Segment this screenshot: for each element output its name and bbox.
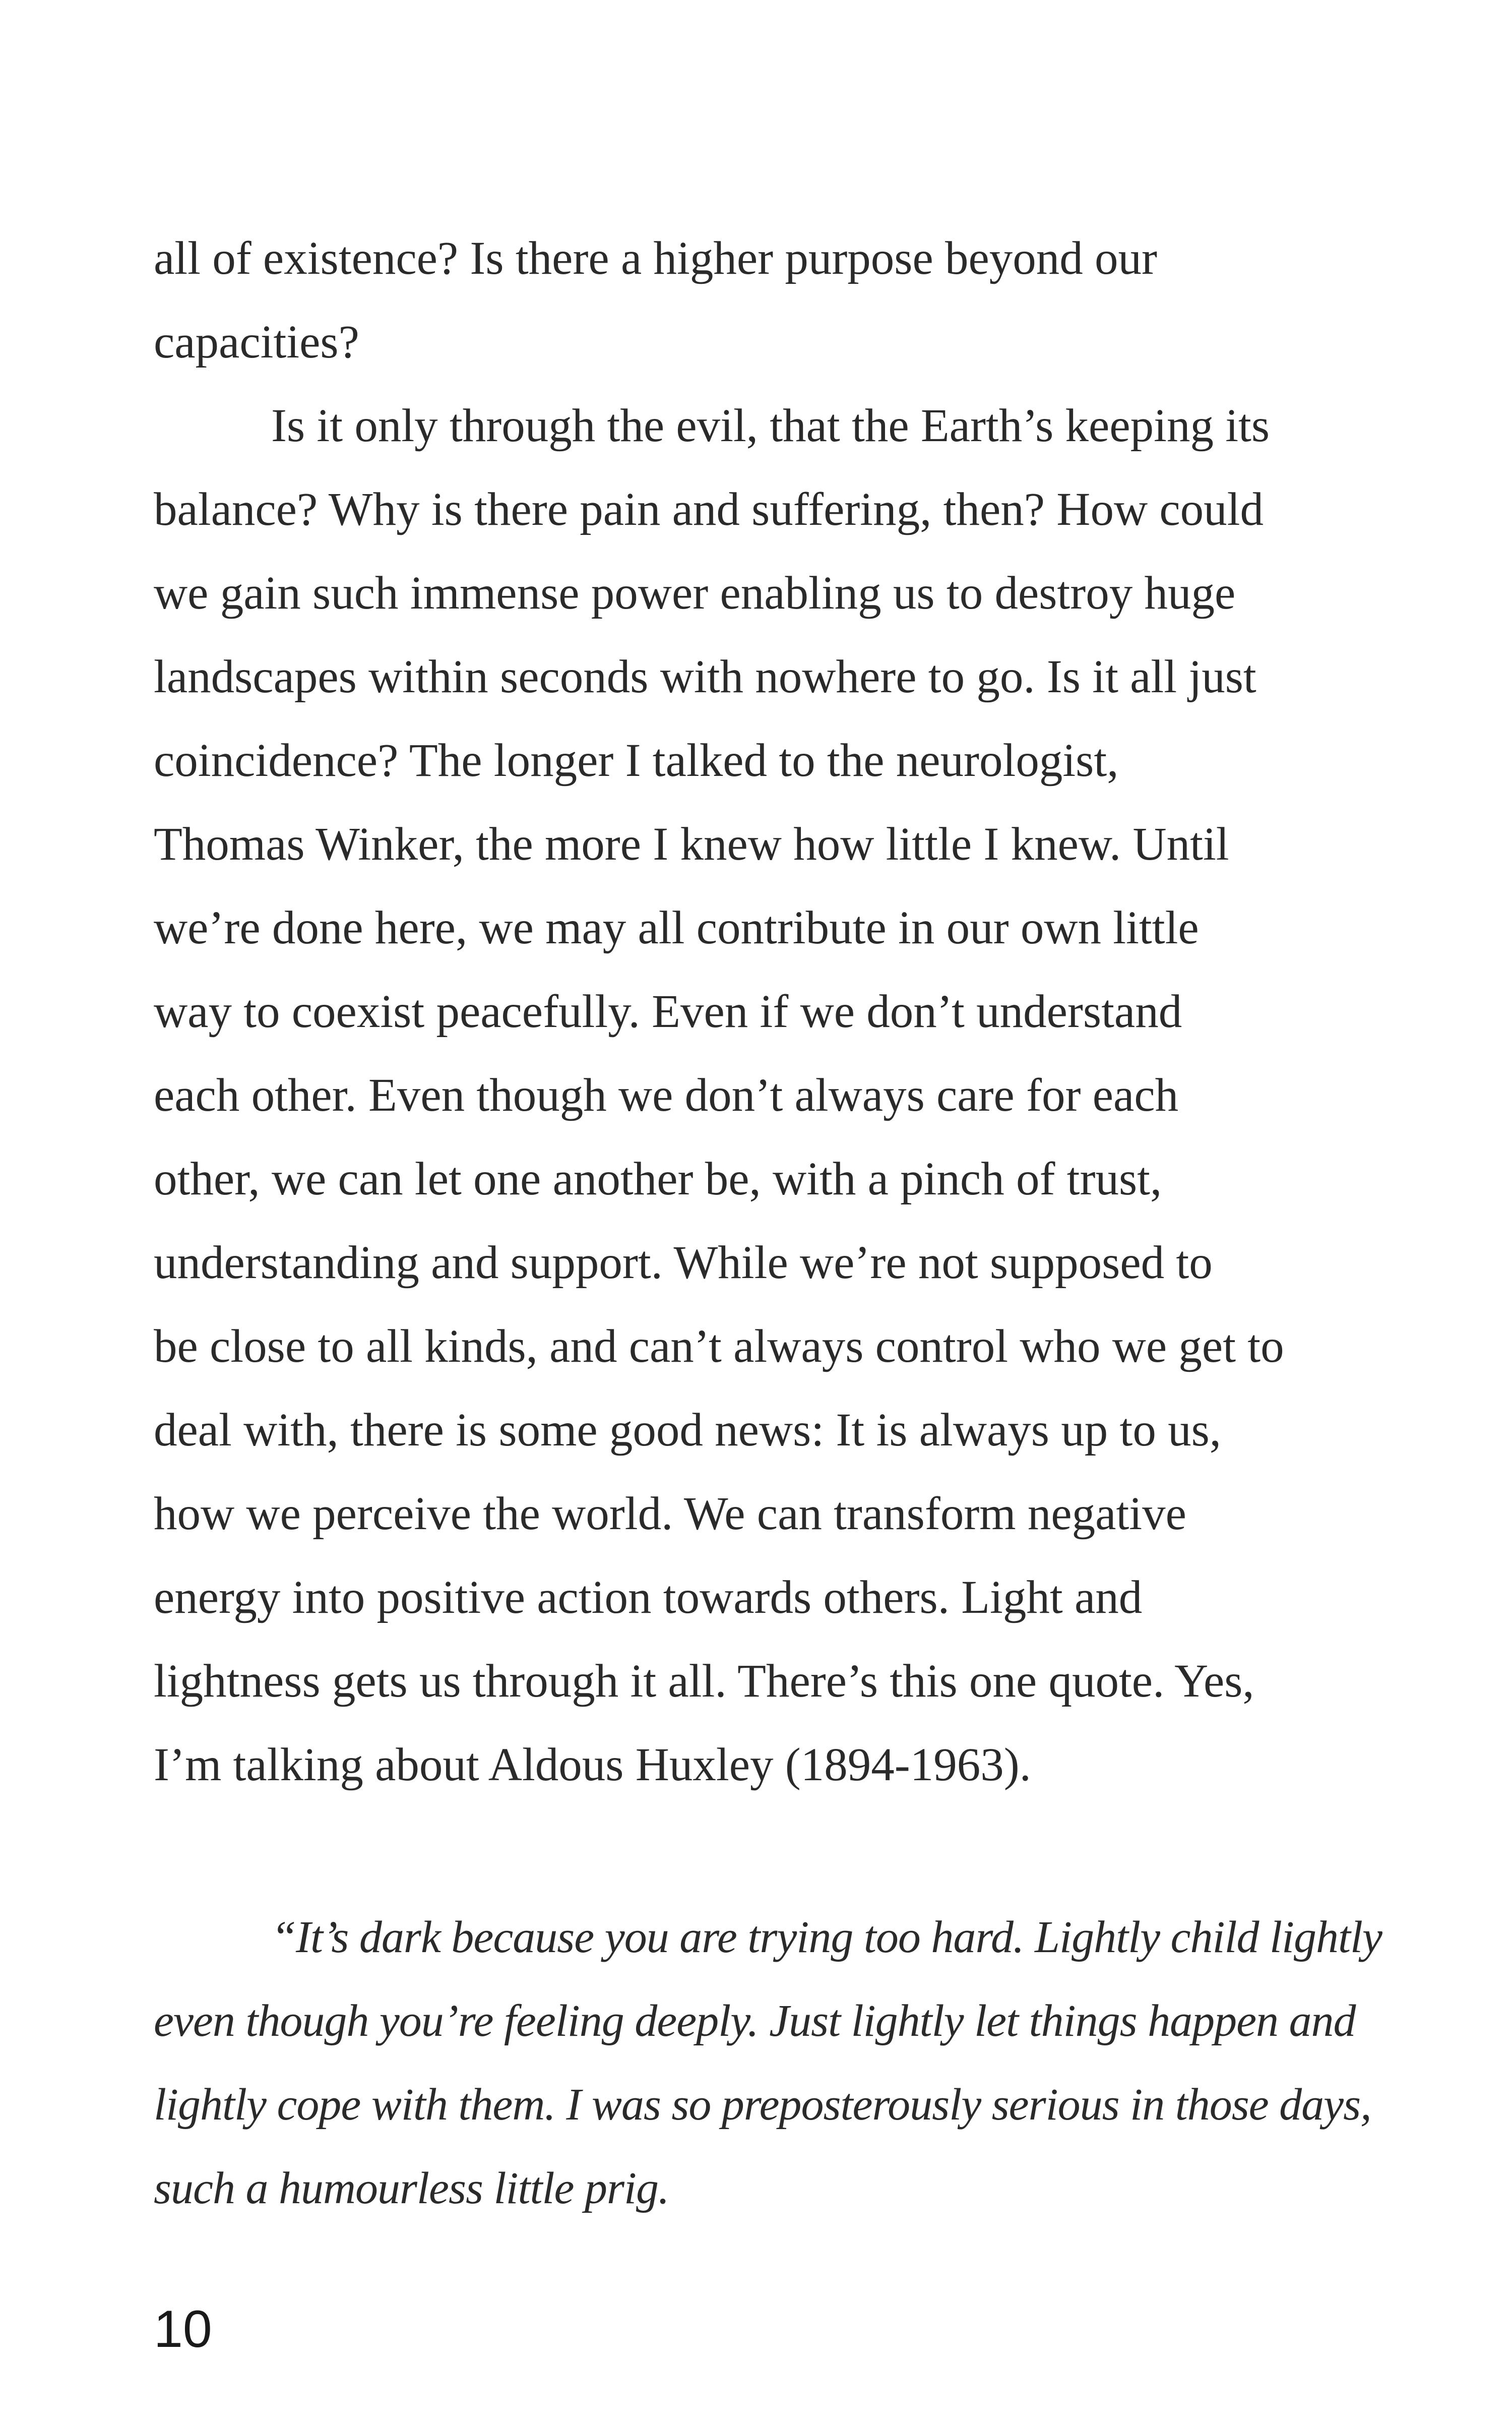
body-line: I’m talking about Aldous Huxley (1894-1963).	[154, 1739, 1031, 1791]
body-line: understanding and support. While we’re not supposed to	[154, 1237, 1213, 1289]
body-line: all of existence? Is there a higher purpose beyond our	[154, 232, 1158, 284]
quote-line: lightly cope with them. I was so preposterously serious in those days,	[154, 2080, 1371, 2130]
body-line: landscapes within seconds with nowhere to go. Is it all just	[154, 651, 1256, 703]
body-line: other, we can let one another be, with a pinch of trust,	[154, 1153, 1162, 1205]
body-line: capacities?	[154, 316, 359, 368]
body-line: how we perceive the world. We can transform negative	[154, 1488, 1186, 1540]
body-line: balance? Why is there pain and suffering, then? How could	[154, 483, 1264, 535]
page-number: 10	[154, 2300, 212, 2358]
body-line: each other. Even though we don’t always care for each	[154, 1069, 1179, 1121]
body-line: be close to all kinds, and can’t always control who we get to	[154, 1320, 1284, 1372]
body-text	[154, 217, 1308, 1807]
body-line: Thomas Winker, the more I knew how little I knew. Until	[154, 818, 1229, 870]
body-line: deal with, there is some good news: It is always up to us,	[154, 1404, 1222, 1456]
quote-line: “It’s dark because you are trying too hard. Lightly child lightly	[271, 1912, 1382, 1962]
body-line: coincidence? The longer I talked to the neurologist,	[154, 735, 1119, 786]
body-line: energy into positive action towards others. Light and	[154, 1571, 1143, 1623]
body-line: lightness gets us through it all. There’s this one quote. Yes,	[154, 1655, 1254, 1707]
body-line: Is it only through the evil, that the Earth’s keeping its	[271, 400, 1270, 452]
quote-line: even though you’re feeling deeply. Just lightly let things happen and	[154, 1996, 1356, 2046]
body-line: we’re done here, we may all contribute in our own little	[154, 902, 1199, 954]
quote-line: such a humourless little prig.	[154, 2163, 669, 2213]
quote-block	[154, 1896, 1382, 2230]
body-line: we gain such immense power enabling us to destroy huge	[154, 567, 1236, 619]
body-line: way to coexist peacefully. Even if we don’t understand	[154, 986, 1182, 1038]
